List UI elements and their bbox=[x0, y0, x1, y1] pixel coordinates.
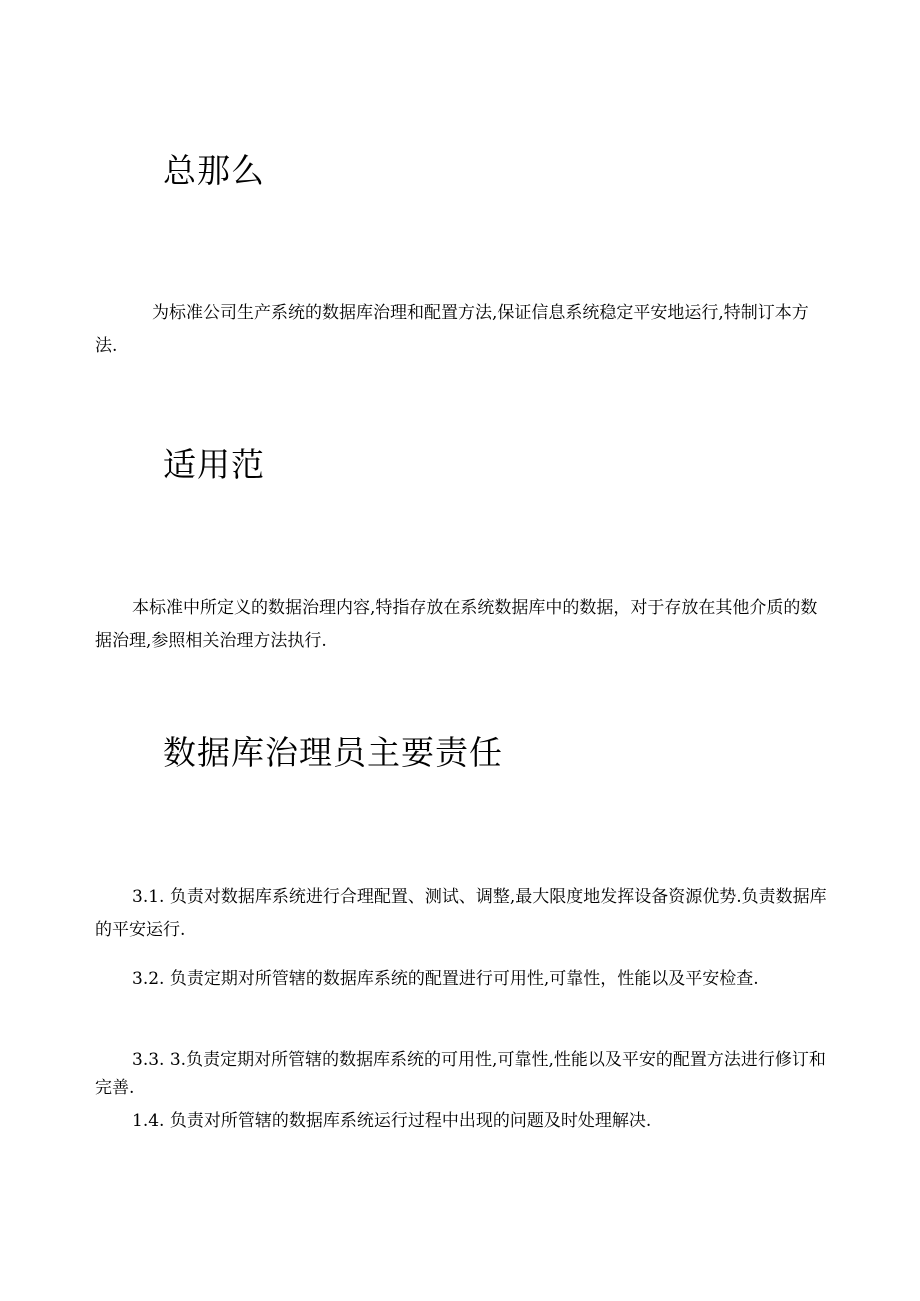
section-heading-dba-duties: 数据库治理员主要责任 bbox=[163, 733, 503, 772]
section-heading-scope: 适用范 bbox=[163, 445, 265, 484]
duty-item: 1.4. 负责对所管辖的数据库系统运行过程中出现的问题及时处理解决. bbox=[132, 1111, 652, 1131]
duty-item: 3.1. 负责对数据库系统进行合理配置、测试、调整,最大限度地发挥设备资源优势.负责数据库的平安运行. bbox=[95, 887, 827, 940]
duty-item: 3.3. 3.负责定期对所管辖的数据库系统的可用性,可靠性,性能以及平安的配置方法进行修订和完善. bbox=[95, 1050, 826, 1098]
section-paragraph-scope: 本标准中所定义的数据治理内容,特指存放在系统数据库中的数据，对于存放在其他介质的数据治理,参照相关治理方法执行. bbox=[95, 598, 818, 651]
section-paragraph-purpose: 为标准公司生产系统的数据库治理和配置方法,保证信息系统稳定平安地运行,特制订本方法. bbox=[95, 303, 809, 356]
duty-item: 3.2. 负责定期对所管辖的数据库系统的配置进行可用性,可靠性，性能以及平安检查. bbox=[132, 969, 759, 989]
section-heading-general: 总那么 bbox=[163, 151, 265, 190]
